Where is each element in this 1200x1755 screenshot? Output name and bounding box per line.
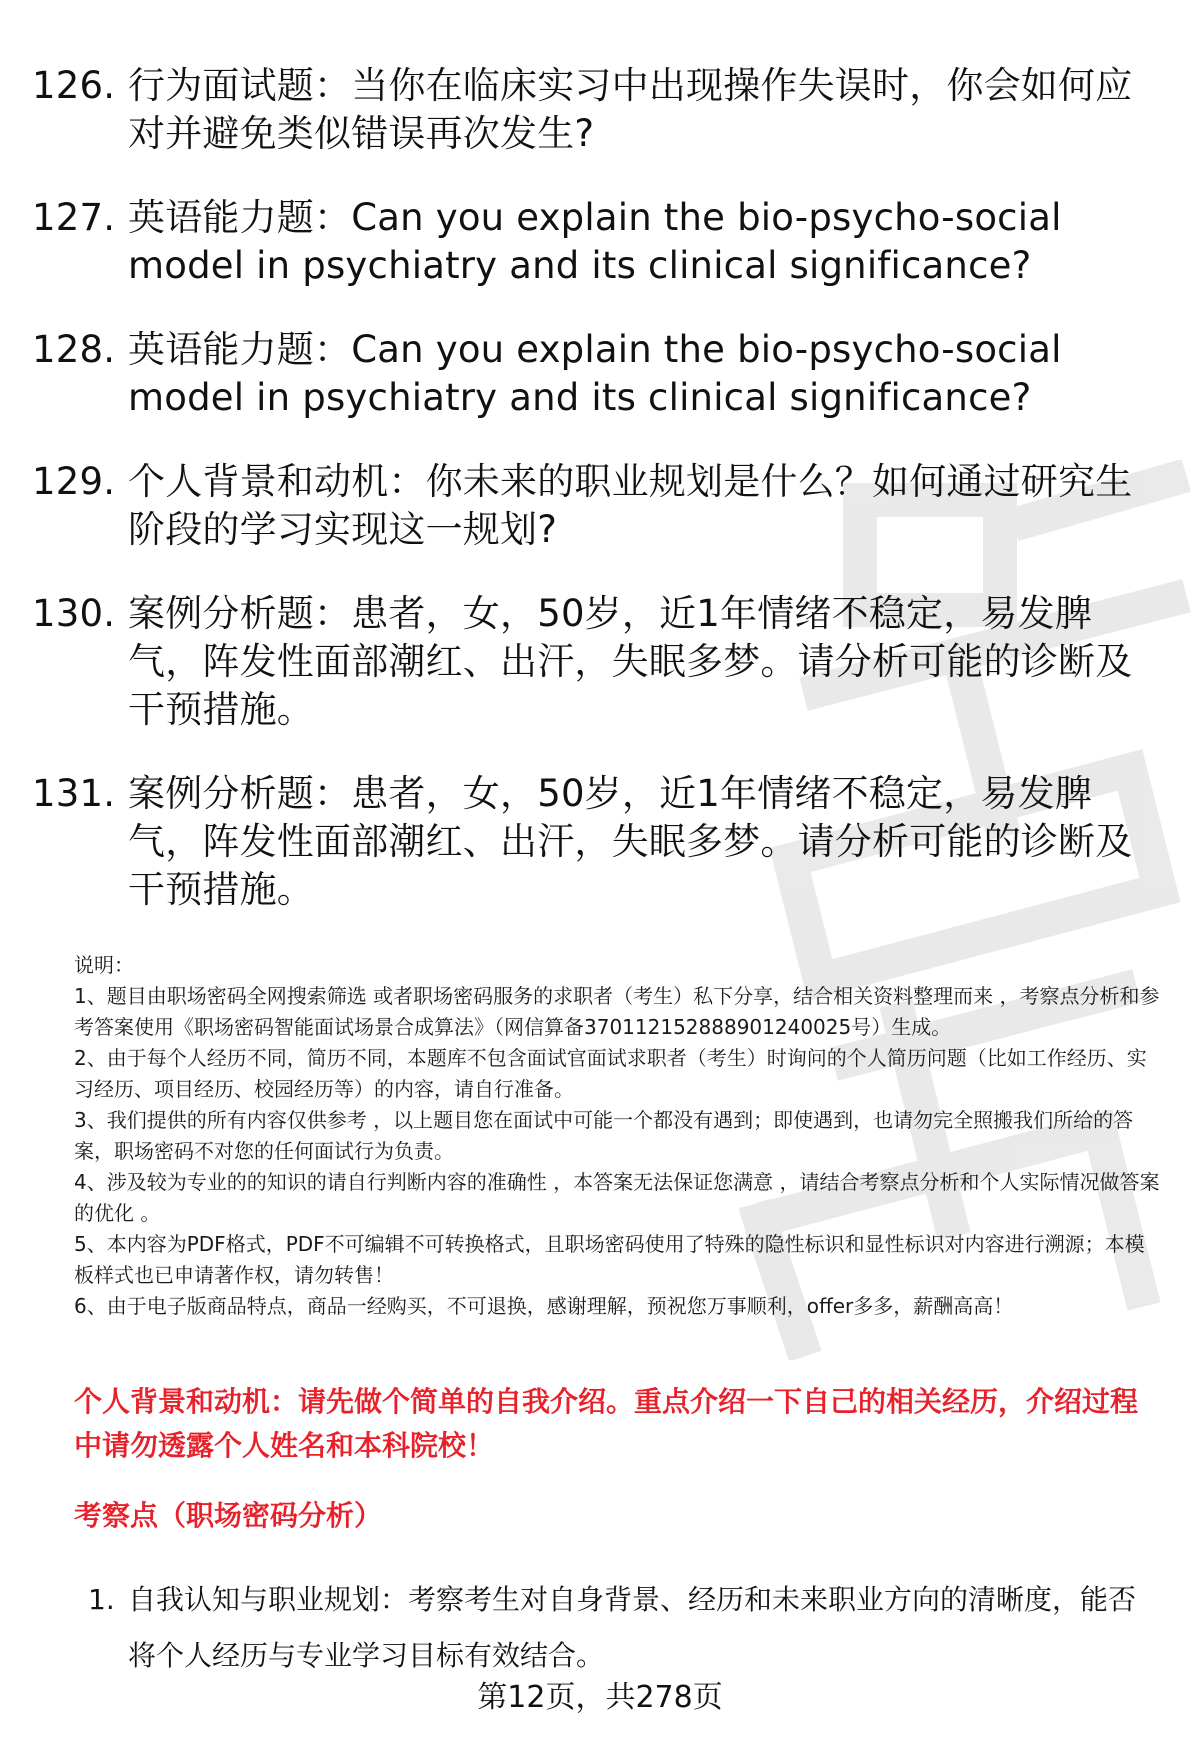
notes-item: 4、涉及较为专业的的知识的请自行判断内容的准确性 ，本答案无法保证您满意 ，请结合考察点分析和个人实际情况做答案的优化 。 <box>74 1170 1160 1225</box>
analysis-point-number: 1. <box>88 1583 115 1616</box>
question-item <box>0 62 1200 158</box>
notes-heading: 说明： <box>74 953 134 977</box>
question-number: 127. <box>32 196 116 239</box>
featured-question: 个人背景和动机：请先做个简单的自我介绍。重点介绍一下自己的相关经历，介绍过程中请勿透露个人姓名和本科院校！ <box>74 1385 1139 1462</box>
question-item <box>0 194 1200 290</box>
notes-item: 3、我们提供的所有内容仅供参考 ，以上题目您在面试中可能一个都没有遇到；即使遇到，也请勿完全照搬我们所给的答案，职场密码不对您的任何面试行为负责。 <box>74 1108 1134 1163</box>
question-number: 130. <box>32 592 116 635</box>
question-item <box>0 590 1200 734</box>
analysis-point-text: 自我认知与职业规划：考察考生对自身背景、经历和未来职业方向的清晰度，能否将个人经历与专业学习目标有效结合。 <box>128 1583 1137 1672</box>
analysis-heading: 考察点（职场密码分析） <box>74 1499 383 1532</box>
notes-item: 2、由于每个人经历不同，简历不同，本题库不包含面试官面试求职者（考生）时询问的个人简历问题（比如工作经历、实习经历、项目经历、校园经历等）的内容，请自行准备。 <box>74 1046 1147 1101</box>
question-number: 129. <box>32 460 116 503</box>
disclaimer-notes <box>74 950 1164 1322</box>
question-number: 131. <box>32 772 116 815</box>
question-item <box>0 458 1200 554</box>
notes-item: 6、由于电子版商品特点，商品一经购买，不可退换，感谢理解，预祝您万事顺利，offer多多，薪酬高高！ <box>74 1294 1014 1318</box>
question-list <box>0 62 1200 950</box>
notes-item: 5、本内容为PDF格式，PDF不可编辑不可转换格式，且职场密码使用了特殊的隐性标识和显性标识对内容进行溯源；本模板样式也已申请著作权，请勿转售！ <box>74 1232 1145 1287</box>
question-text: 案例分析题：患者，女，50岁，近1年情绪不稳定，易发脾气，阵发性面部潮红、出汗，失眠多梦。请分析可能的诊断及干预措施。 <box>128 772 1133 911</box>
question-number: 128. <box>32 328 116 371</box>
question-number: 126. <box>32 64 116 107</box>
analysis-point <box>88 1572 1158 1684</box>
question-item <box>0 770 1200 914</box>
question-text: 行为面试题：当你在临床实习中出现操作失误时，你会如何应对并避免类似错误再次发生? <box>128 64 1133 155</box>
question-text: 个人背景和动机：你未来的职业规划是什么？如何通过研究生阶段的学习实现这一规划? <box>128 460 1133 551</box>
question-text: 英语能力题：Can you explain the bio-psycho-social model in psychiatry and its clinical significance? <box>128 328 1062 419</box>
question-text: 英语能力题：Can you explain the bio-psycho-social model in psychiatry and its clinical significance? <box>128 196 1062 287</box>
page-number: 第12页，共278页 <box>477 1680 723 1715</box>
notes-item: 1、题目由职场密码全网搜索筛选 或者职场密码服务的求职者（考生）私下分享，结合相关资料整理而来 ，考察点分析和参考答案使用《职场密码智能面试场景合成算法》（网信算备370112152888901240025号）生成。 <box>74 984 1160 1039</box>
question-item <box>0 326 1200 422</box>
question-text: 案例分析题：患者，女，50岁，近1年情绪不稳定，易发脾气，阵发性面部潮红、出汗，失眠多梦。请分析可能的诊断及干预措施。 <box>128 592 1133 731</box>
